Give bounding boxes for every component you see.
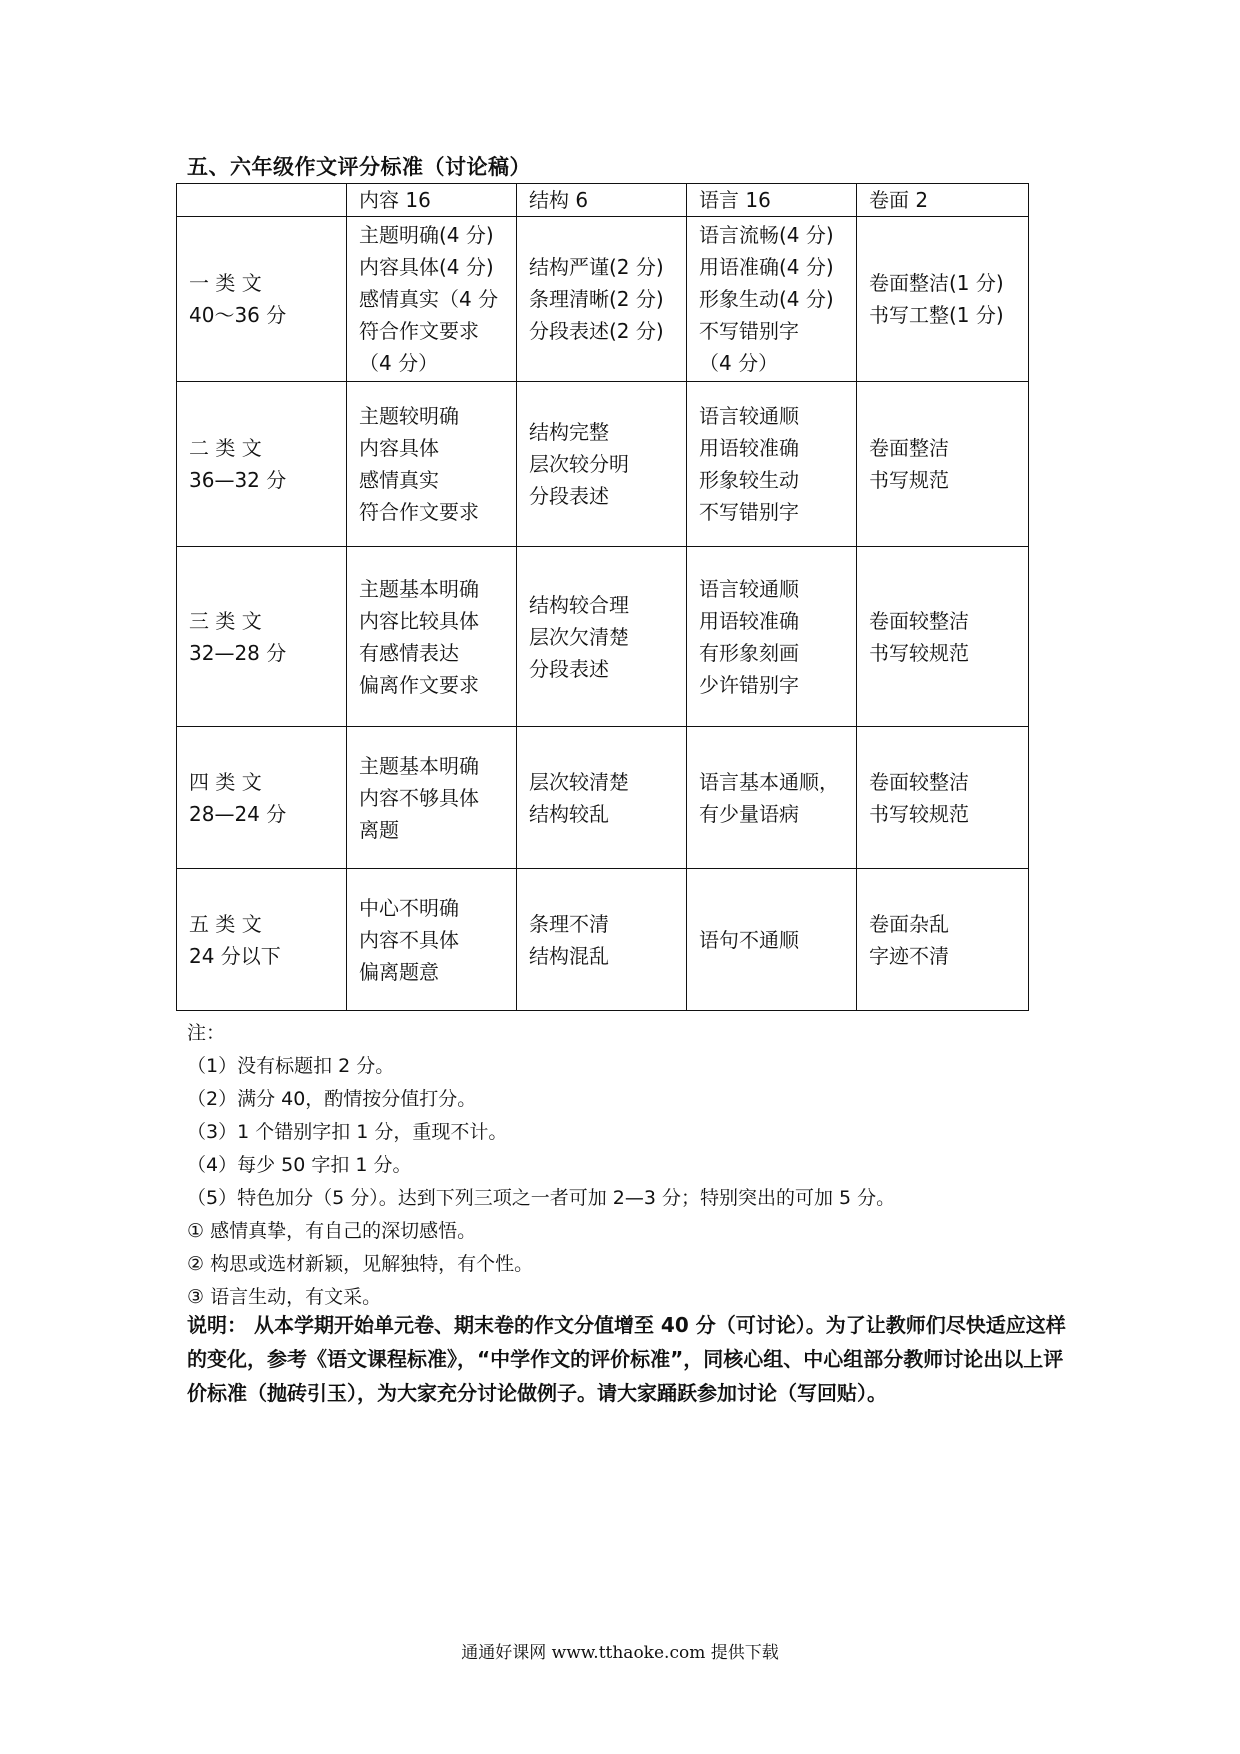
rank-label: 四 类 文 [189, 769, 262, 794]
content-item: 有感情表达 [359, 640, 459, 665]
content-item: 离题 [359, 817, 399, 842]
rank-cell [177, 869, 347, 1011]
structure-cell [517, 727, 687, 869]
language-item: 不写错别字 [699, 319, 799, 343]
language-cell [687, 382, 857, 547]
content-item: 感情真实（4 分 [359, 287, 499, 311]
structure-item: 分段表述(2 分) [529, 319, 664, 343]
neatness-item: 卷面整洁 [869, 436, 949, 460]
table-row [177, 869, 1029, 1011]
language-item: 用语较准确 [699, 436, 799, 460]
page-footer: 通通好课网 www.tthaoke.com 提供下载 [461, 1643, 779, 1663]
table-header-row [177, 184, 1029, 217]
content-item: 符合作文要求 [359, 500, 479, 524]
structure-cell [517, 217, 687, 382]
note-item: （1）没有标题扣 2 分。 [187, 1055, 395, 1077]
notes-section [187, 1017, 895, 1314]
content-cell [347, 217, 517, 382]
neatness-cell [857, 547, 1029, 727]
neatness-item: 字迹不清 [869, 943, 949, 968]
content-item: 主题较明确 [359, 404, 459, 428]
note-item: ② 构思或选材新颖，见解独特，有个性。 [187, 1253, 534, 1275]
content-item: 内容不具体 [359, 927, 459, 952]
content-item: 主题明确(4 分) [359, 223, 494, 247]
rank-cell [177, 382, 347, 547]
content-cell [347, 869, 517, 1011]
rank-score: 24 分以下 [189, 943, 281, 968]
language-cell [687, 727, 857, 869]
neatness-cell [857, 217, 1029, 382]
language-item: 有形象刻画 [699, 640, 799, 665]
language-item: 语言流畅(4 分) [699, 223, 834, 247]
page-title: 五、六年级作文评分标准（讨论稿） [187, 155, 531, 179]
language-item: （4 分） [699, 351, 779, 375]
rank-score: 36—32 分 [189, 468, 287, 492]
structure-item: 结构较乱 [529, 801, 609, 826]
rank-label: 三 类 文 [189, 608, 262, 633]
language-item: 语句不通顺 [699, 927, 799, 952]
language-item: 少许错别字 [699, 672, 799, 697]
rank-cell [177, 547, 347, 727]
explanation-paragraph: 说明： 从本学期开始单元卷、期末卷的作文分值增至 40 分（可讨论）。为了让教师们尽快适应这样的变化，参考《语文课程标准》，“中学作文的评价标准”，同核心组、中心组部分教师讨论出以上评价标准（抛砖引玉），为大家充分讨论做例子。请大家踊跃参加讨论（写回贴）。 [187, 1313, 1066, 1405]
neatness-item: 卷面较整洁 [869, 769, 969, 794]
grading-rubric-table [176, 183, 1029, 1011]
neatness-item: 书写较规范 [869, 801, 969, 826]
rank-cell [177, 727, 347, 869]
notes-heading: 注： [187, 1022, 226, 1044]
content-item: 符合作文要求 [359, 319, 479, 343]
content-item: 主题基本明确 [359, 576, 479, 601]
structure-item: 结构较合理 [529, 592, 629, 617]
neatness-item: 书写较规范 [869, 640, 969, 665]
content-item: 偏离题意 [359, 959, 439, 984]
content-cell [347, 547, 517, 727]
structure-cell [517, 869, 687, 1011]
content-item: 内容比较具体 [359, 608, 479, 633]
neatness-item: 书写工整(1 分) [869, 303, 1004, 327]
structure-item: 分段表述 [529, 656, 609, 681]
neatness-item: 卷面较整洁 [869, 608, 969, 633]
neatness-item: 卷面杂乱 [869, 911, 949, 936]
note-item: （5）特色加分（5 分）。达到下列三项之一者可加 2—3 分；特别突出的可加 5 分。 [187, 1187, 896, 1209]
language-item: 用语较准确 [699, 608, 799, 633]
structure-item: 层次较分明 [529, 452, 629, 476]
neatness-cell [857, 727, 1029, 869]
note-item: （3）1 个错别字扣 1 分，重现不计。 [187, 1121, 508, 1143]
structure-item: 结构完整 [529, 420, 609, 444]
content-cell [347, 727, 517, 869]
structure-item: 结构混乱 [529, 943, 609, 968]
rank-score: 32—28 分 [189, 640, 287, 665]
language-item: 语言基本通顺， [699, 769, 839, 794]
rank-cell [177, 217, 347, 382]
header-cell-structure: 结构 6 [517, 184, 687, 217]
language-cell [687, 869, 857, 1011]
rank-label: 五 类 文 [189, 911, 262, 936]
header-cell-blank [177, 184, 347, 217]
language-item: 有少量语病 [699, 801, 799, 826]
note-item: ③ 语言生动，有文采。 [187, 1286, 382, 1308]
table-row [177, 217, 1029, 382]
content-item: 中心不明确 [359, 895, 459, 920]
rank-label: 一 类 文 [189, 271, 262, 295]
structure-cell [517, 382, 687, 547]
structure-item: 分段表述 [529, 484, 609, 508]
rank-score: 28—24 分 [189, 801, 287, 826]
language-cell [687, 547, 857, 727]
structure-item: 层次欠清楚 [529, 624, 629, 649]
content-cell [347, 382, 517, 547]
header-cell-content: 内容 16 [347, 184, 517, 217]
table-row [177, 382, 1029, 547]
neatness-cell [857, 382, 1029, 547]
language-item: 不写错别字 [699, 500, 799, 524]
header-cell-language: 语言 16 [687, 184, 857, 217]
content-item: 偏离作文要求 [359, 672, 479, 697]
language-item: 语言较通顺 [699, 576, 799, 601]
content-item: （4 分） [359, 351, 439, 375]
neatness-cell [857, 869, 1029, 1011]
language-item: 用语准确(4 分) [699, 255, 834, 279]
language-item: 语言较通顺 [699, 404, 799, 428]
note-item: （4）每少 50 字扣 1 分。 [187, 1154, 412, 1176]
structure-item: 结构严谨(2 分) [529, 255, 664, 279]
content-item: 内容不够具体 [359, 785, 479, 810]
table-row [177, 727, 1029, 869]
neatness-item: 书写规范 [869, 468, 949, 492]
rank-score: 40～36 分 [189, 303, 287, 327]
table-row [177, 547, 1029, 727]
language-item: 形象生动(4 分) [699, 287, 834, 311]
content-item: 主题基本明确 [359, 753, 479, 778]
structure-item: 条理清晰(2 分) [529, 287, 664, 311]
content-item: 内容具体 [359, 436, 439, 460]
neatness-item: 卷面整洁(1 分) [869, 271, 1004, 295]
language-cell [687, 217, 857, 382]
rank-label: 二 类 文 [189, 436, 262, 460]
header-cell-neatness: 卷面 2 [857, 184, 1029, 217]
language-item: 形象较生动 [699, 468, 799, 492]
note-item: （2）满分 40，酌情按分值打分。 [187, 1088, 477, 1110]
content-item: 感情真实 [359, 468, 439, 492]
content-item: 内容具体(4 分) [359, 255, 494, 279]
note-item: ① 感情真挚，有自己的深切感悟。 [187, 1220, 477, 1242]
structure-item: 条理不清 [529, 911, 609, 936]
structure-item: 层次较清楚 [529, 769, 629, 794]
structure-cell [517, 547, 687, 727]
